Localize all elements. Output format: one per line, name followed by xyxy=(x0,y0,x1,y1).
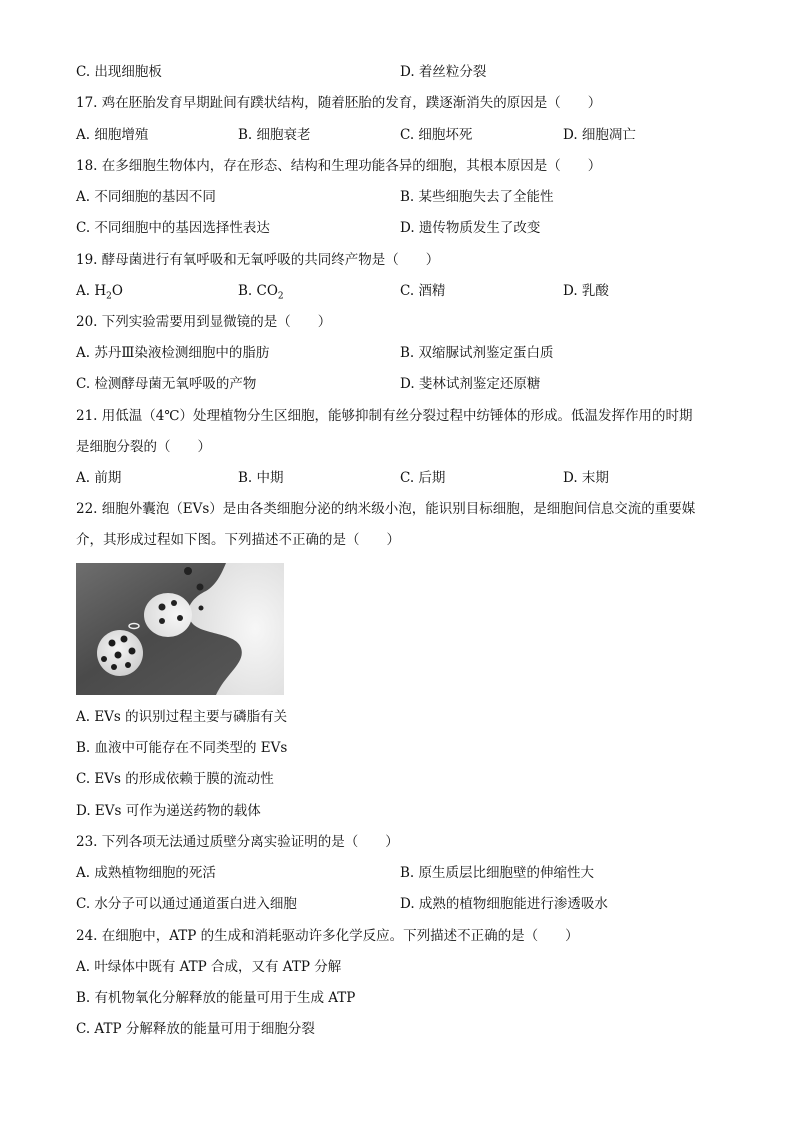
q18-stem: 18. 在多细胞生物体内，存在形态、结构和生理功能各异的细胞，其根本原因是（ ） xyxy=(76,158,602,174)
q17-option-d: D. 细胞凋亡 xyxy=(563,127,636,143)
q19-option-a-subscript: 2 xyxy=(106,291,112,302)
vesicle-dot xyxy=(171,600,177,606)
evs-micrograph-figure xyxy=(76,563,284,695)
q23-option-a: A. 成熟植物细胞的死活 xyxy=(76,865,216,881)
q20-option-d: D. 斐林试剂鉴定还原糖 xyxy=(400,376,541,392)
q19-stem: 19. 酵母菌进行有氧呼吸和无氧呼吸的共同终产物是（ ） xyxy=(76,252,440,268)
q23-option-b: B. 原生质层比细胞壁的伸缩性大 xyxy=(400,865,595,881)
q23-option-d: D. 成熟的植物细胞能进行渗透吸水 xyxy=(400,896,608,912)
q22-stem-line1: 22. 细胞外囊泡（EVs）是由各类细胞分泌的纳米级小泡，能识别目标细胞，是细胞间信息交流的重要媒 xyxy=(76,501,696,517)
q19-option-b-text: B. CO xyxy=(238,283,278,299)
ev-particle xyxy=(125,662,131,668)
q22-stem-line2: 介，其形成过程如下图。下列描述不正确的是（ ） xyxy=(76,532,400,548)
ev-particle xyxy=(101,656,107,662)
q22-option-b: B. 血液中可能存在不同类型的 EVs xyxy=(76,740,288,756)
q20-stem: 20. 下列实验需要用到显微镜的是（ ） xyxy=(76,314,332,330)
ev-particle xyxy=(111,664,117,670)
q19-option-c: C. 酒精 xyxy=(400,283,446,299)
q17-option-b: B. 细胞衰老 xyxy=(238,127,311,143)
q24-option-c: C. ATP 分解释放的能量可用于细胞分裂 xyxy=(76,1021,315,1037)
vesicle-dot xyxy=(177,615,183,621)
q17-option-c: C. 细胞坏死 xyxy=(400,127,473,143)
q22-option-d: D. EVs 可作为递送药物的载体 xyxy=(76,803,261,819)
vesicle-dot xyxy=(199,606,204,611)
q20-option-c: C. 检测酵母菌无氧呼吸的产物 xyxy=(76,376,257,392)
q21-option-d: D. 末期 xyxy=(563,470,609,486)
q21-stem-line1: 21. 用低温（4℃）处理植物分生区细胞，能够抑制有丝分裂过程中纺锤体的形成。低温发挥作用的时期 xyxy=(76,408,693,424)
vesicle-dot xyxy=(159,604,166,611)
q19-option-d: D. 乳酸 xyxy=(563,283,609,299)
vesicle-dot xyxy=(184,567,192,575)
ev-particle xyxy=(115,652,122,659)
vesicle-dot xyxy=(197,584,204,591)
q19-option-a-text: A. H xyxy=(76,283,107,299)
ev-particle xyxy=(129,648,136,655)
q24-option-a: A. 叶绿体中既有 ATP 合成，又有 ATP 分解 xyxy=(76,959,342,975)
ev-particle xyxy=(109,640,116,647)
q23-stem: 23. 下列各项无法通过质壁分离实验证明的是（ ） xyxy=(76,834,399,850)
q22-option-c: C. EVs 的形成依赖于膜的流动性 xyxy=(76,771,274,787)
ev-particle xyxy=(121,636,128,643)
q21-option-a: A. 前期 xyxy=(76,470,122,486)
q20-option-b: B. 双缩脲试剂鉴定蛋白质 xyxy=(400,345,554,361)
q16-option-d: D. 着丝粒分裂 xyxy=(400,64,487,80)
budding-cell-region xyxy=(144,593,192,637)
vesicle-dot xyxy=(159,618,165,624)
q18-option-c: C. 不同细胞中的基因选择性表达 xyxy=(76,220,270,236)
q18-option-a: A. 不同细胞的基因不同 xyxy=(76,189,216,205)
q21-option-c: C. 后期 xyxy=(400,470,446,486)
q22-option-a: A. EVs 的识别过程主要与磷脂有关 xyxy=(76,709,288,725)
q23-option-c: C. 水分子可以通过通道蛋白进入细胞 xyxy=(76,896,297,912)
q19-option-b xyxy=(238,282,284,300)
q16-option-c: C. 出现细胞板 xyxy=(76,64,162,80)
q24-stem: 24. 在细胞中，ATP 的生成和消耗驱动许多化学反应。下列描述不正确的是（ ） xyxy=(76,928,579,944)
q19-option-a-suffix: O xyxy=(111,283,123,299)
q18-option-b: B. 某些细胞失去了全能性 xyxy=(400,189,554,205)
q17-stem: 17. 鸡在胚胎发育早期趾间有蹼状结构，随着胚胎的发育，蹼逐渐消失的原因是（ ） xyxy=(76,95,602,111)
q24-option-b: B. 有机物氧化分解释放的能量可用于生成 ATP xyxy=(76,990,356,1006)
q21-option-b: B. 中期 xyxy=(238,470,284,486)
q18-option-d: D. 遗传物质发生了改变 xyxy=(400,220,541,236)
q20-option-a: A. 苏丹Ⅲ染液检测细胞中的脂肪 xyxy=(76,345,270,361)
q19-option-b-subscript: 2 xyxy=(277,291,284,302)
q21-stem-line2: 是细胞分裂的（ ） xyxy=(76,439,211,455)
q17-option-a: A. 细胞增殖 xyxy=(76,127,149,143)
q19-option-a xyxy=(76,282,123,300)
